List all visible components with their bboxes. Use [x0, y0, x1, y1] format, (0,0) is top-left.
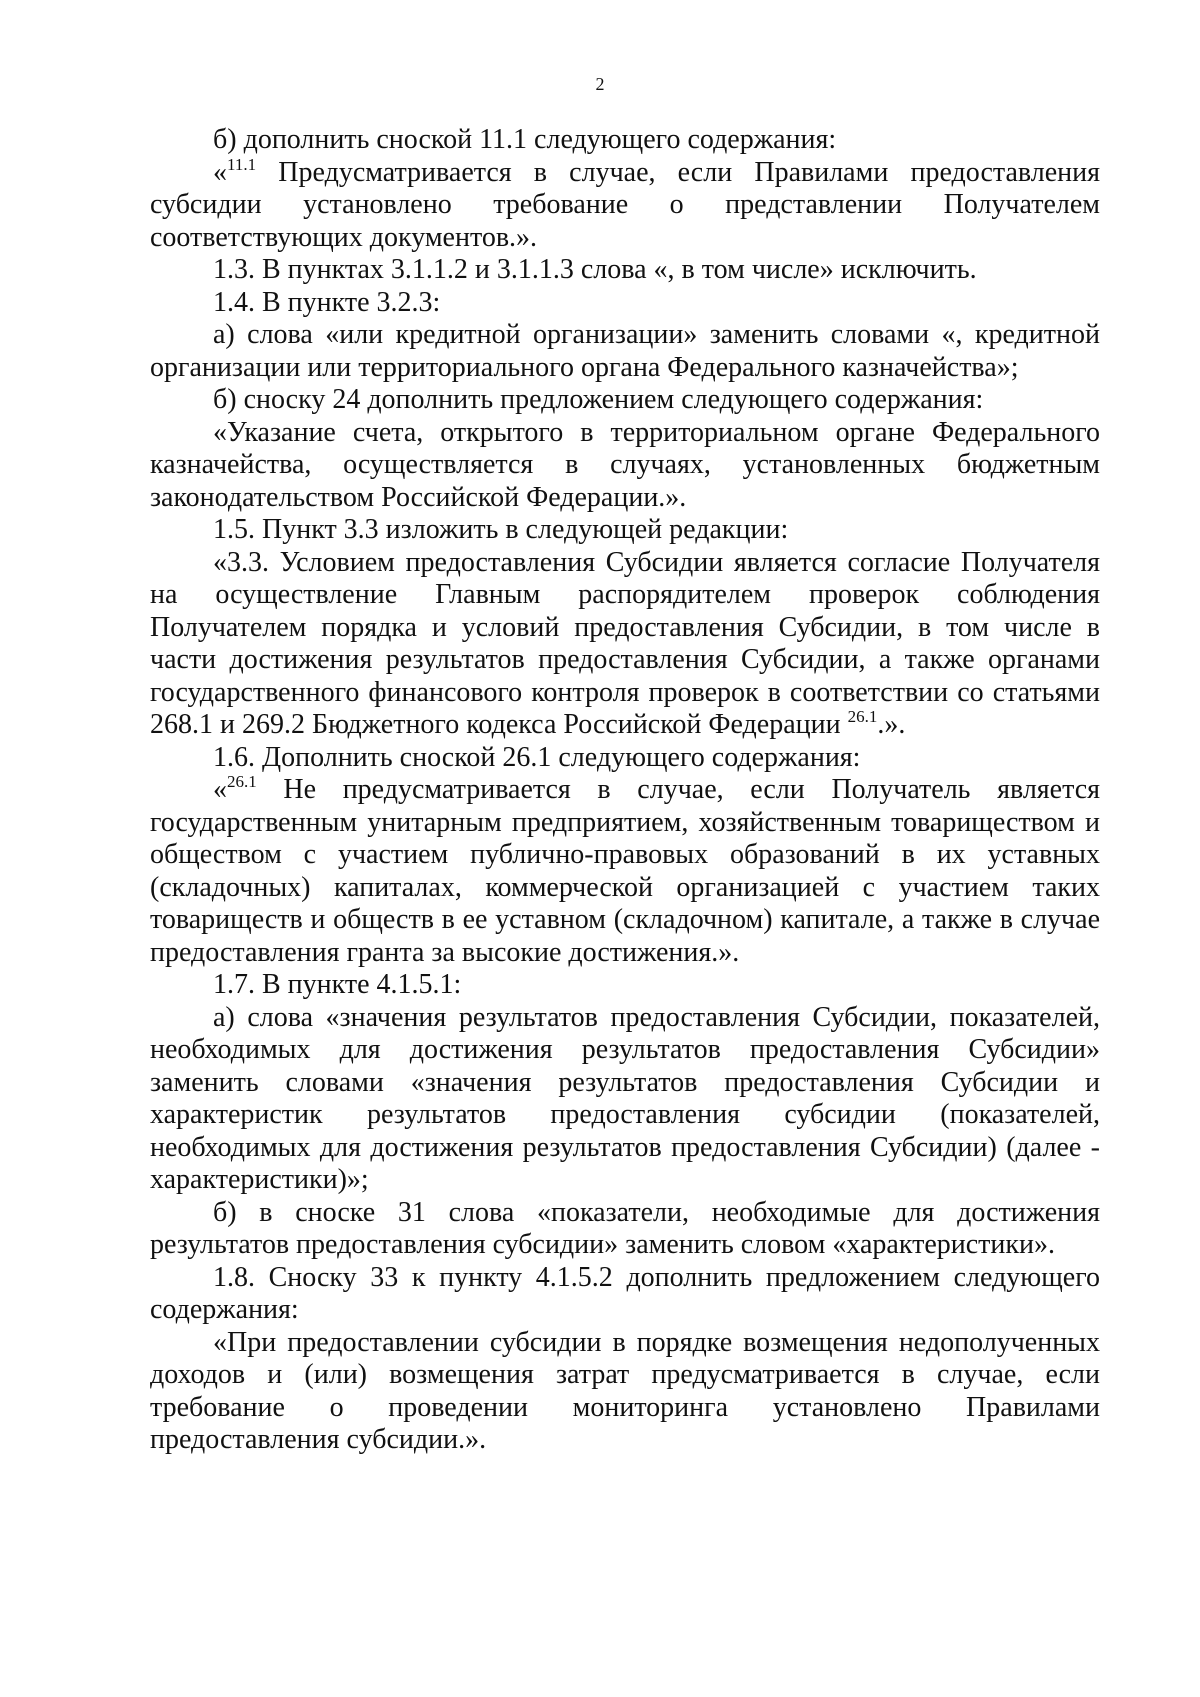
- footnote-text-paragraph: [150, 774, 1100, 969]
- paragraph: 1.3. В пунктах 3.1.1.2 и 3.1.1.3 слова «, в том числе» исключить.: [213, 254, 977, 285]
- footnote-text-paragraph: [150, 154, 1100, 255]
- paragraph: «Указание счета, открытого в территориальном органе Федерального казначейства, осуществляется в случаях, установленных бюджетным законодательством Российской Федерации.».: [150, 416, 1100, 513]
- footnote-marker: 11.1: [227, 154, 257, 174]
- paragraph: 1.5. Пункт 3.3 изложить в следующей редакции:: [213, 514, 789, 545]
- paragraph: 1.7. В пункте 4.1.5.1:: [213, 969, 462, 1000]
- paragraph: 1.8. Сноску 33 к пункту 4.1.5.2 дополнить предложением следующего содержания:: [150, 1261, 1100, 1325]
- paragraph: а) слова «или кредитной организации» заменить словами «, кредитной организации или территориального органа Федерального казначейства»;: [150, 319, 1100, 383]
- opening-quote: «: [213, 156, 227, 188]
- footnote-marker: 26.1: [847, 707, 878, 726]
- paragraph-text: Не предусматривается в случае, если Получатель является государственным унитарным предприятием, хозяйственным товариществом и обществом с участием публично-правовых образований в их уставных (складочных) капиталах, коммерческой организацией с участием таких товариществ и обществ в ее уставном (складочном) капитале, а также в случае предоставления гранта за высокие достижения.».: [150, 774, 1100, 968]
- paragraph: б) сноску 24 дополнить предложением следующего содержания:: [213, 384, 984, 415]
- paragraph: б) дополнить сноской 11.1 следующего содержания:: [213, 124, 837, 155]
- paragraph: 1.6. Дополнить сноской 26.1 следующего содержания:: [213, 741, 861, 773]
- paragraph-text: «3.3. Условием предоставления Субсидии является согласие Получателя на осуществление Главным распорядителем проверок соблюдения Получателем порядка и условий предоставления Субсидии, в том числе в части достижения результатов предоставления Субсидии, а также органами государственного финансового контроля проверок в соответствии со статьями 268.1 и 269.2 Бюджетного кодекса Российской Федерации: [150, 546, 1100, 740]
- closing-quote: .».: [877, 709, 906, 740]
- footnote-marker: 26.1: [227, 772, 257, 791]
- paragraph: а) слова «значения результатов предоставления Субсидии, показателей, необходимых для достижения результатов предоставления Субсидии» заменить словами «значения результатов предоставления Субсидии и характеристик результатов предоставления субсидии (показателей, необходимых для достижения результатов предоставления Субсидии) (далее - характеристики)»;: [150, 1001, 1100, 1195]
- opening-quote: «: [213, 774, 227, 805]
- page-number: 2: [595, 74, 605, 94]
- paragraph: б) в сноске 31 слова «показатели, необходимые для достижения результатов предоставления субсидии» заменить словом «характеристики».: [150, 1196, 1100, 1260]
- paragraph-text: Предусматривается в случае, если Правилами предоставления субсидии установлено требование о представлении Получателем соответствующих документов.».: [150, 156, 1100, 253]
- document-body: [150, 124, 1100, 1457]
- quoted-clause-paragraph: [150, 547, 1100, 742]
- paragraph: «При предоставлении субсидии в порядке возмещения недополученных доходов и (или) возмещения затрат предусматривается в случае, если требование о проведении мониторинга установлено Правилами предоставления субсидии.».: [150, 1326, 1100, 1455]
- paragraph: 1.4. В пункте 3.2.3:: [213, 286, 441, 318]
